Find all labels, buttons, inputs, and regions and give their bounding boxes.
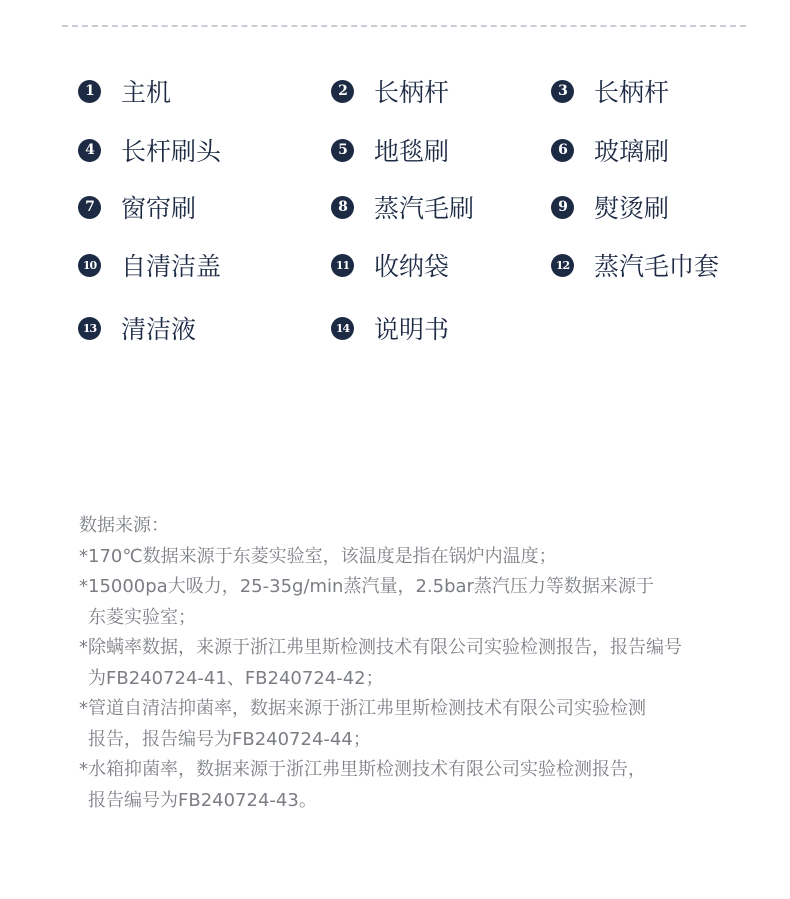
note-line: 东菱实验室； <box>88 606 196 628</box>
dashed-divider <box>62 25 746 27</box>
part-item <box>78 70 171 112</box>
part-label: 玻璃刷 <box>594 137 670 166</box>
data-source-notes <box>79 511 739 816</box>
part-item <box>331 307 449 349</box>
note-line: *15000pa大吸力，25-35g/min蒸汽量，2.5bar蒸汽压力等数据来源于 <box>79 576 654 597</box>
number-badge: 7 <box>78 196 101 219</box>
part-item <box>331 70 449 112</box>
part-label: 清洁液 <box>121 315 197 344</box>
part-label: 窗帘刷 <box>121 194 197 223</box>
part-label: 长柄杆 <box>594 78 670 107</box>
part-item <box>551 70 669 112</box>
part-label: 主机 <box>121 78 172 107</box>
number-badge: 9 <box>551 196 574 219</box>
part-item <box>78 186 196 228</box>
part-label: 收纳袋 <box>374 252 450 281</box>
note-line: *管道自清洁抑菌率，数据来源于浙江弗里斯检测技术有限公司实验检测 <box>79 698 646 719</box>
note-line: 报告编号为FB240724-43。 <box>88 789 317 811</box>
number-badge: 11 <box>331 254 354 277</box>
number-badge: 6 <box>551 139 574 162</box>
number-badge: 2 <box>331 80 354 103</box>
part-item <box>551 186 669 228</box>
part-item <box>78 244 221 286</box>
part-item <box>331 129 449 171</box>
number-badge: 8 <box>331 196 354 219</box>
part-item <box>78 307 196 349</box>
part-label: 熨烫刷 <box>594 194 670 223</box>
number-badge: 4 <box>78 139 101 162</box>
note-line: 报告，报告编号为FB240724-44； <box>88 728 371 750</box>
part-label: 蒸汽毛刷 <box>374 194 475 223</box>
number-badge: 13 <box>78 317 101 340</box>
part-label: 地毯刷 <box>374 137 450 166</box>
note-line: *水箱抑菌率，数据来源于浙江弗里斯检测技术有限公司实验检测报告， <box>79 759 646 780</box>
part-item <box>551 244 719 286</box>
part-label: 自清洁盖 <box>121 252 222 281</box>
part-item <box>331 244 449 286</box>
number-badge: 1 <box>78 80 101 103</box>
number-badge: 10 <box>78 254 101 277</box>
notes-title: 数据来源： <box>79 515 169 536</box>
part-item <box>331 186 474 228</box>
part-item <box>551 129 669 171</box>
note-line: *170℃数据来源于东菱实验室，该温度是指在锅炉内温度； <box>79 545 557 567</box>
part-label: 说明书 <box>374 315 450 344</box>
number-badge: 5 <box>331 139 354 162</box>
part-label: 长杆刷头 <box>121 137 222 166</box>
note-line: 为FB240724-41、FB240724-42； <box>88 667 384 689</box>
part-item <box>78 129 221 171</box>
parts-list <box>78 70 778 370</box>
part-label: 蒸汽毛巾套 <box>594 252 720 281</box>
note-line: *除螨率数据，来源于浙江弗里斯检测技术有限公司实验检测报告，报告编号 <box>79 637 682 658</box>
number-badge: 14 <box>331 317 354 340</box>
number-badge: 3 <box>551 80 574 103</box>
number-badge: 12 <box>551 254 574 277</box>
part-label: 长柄杆 <box>374 78 450 107</box>
